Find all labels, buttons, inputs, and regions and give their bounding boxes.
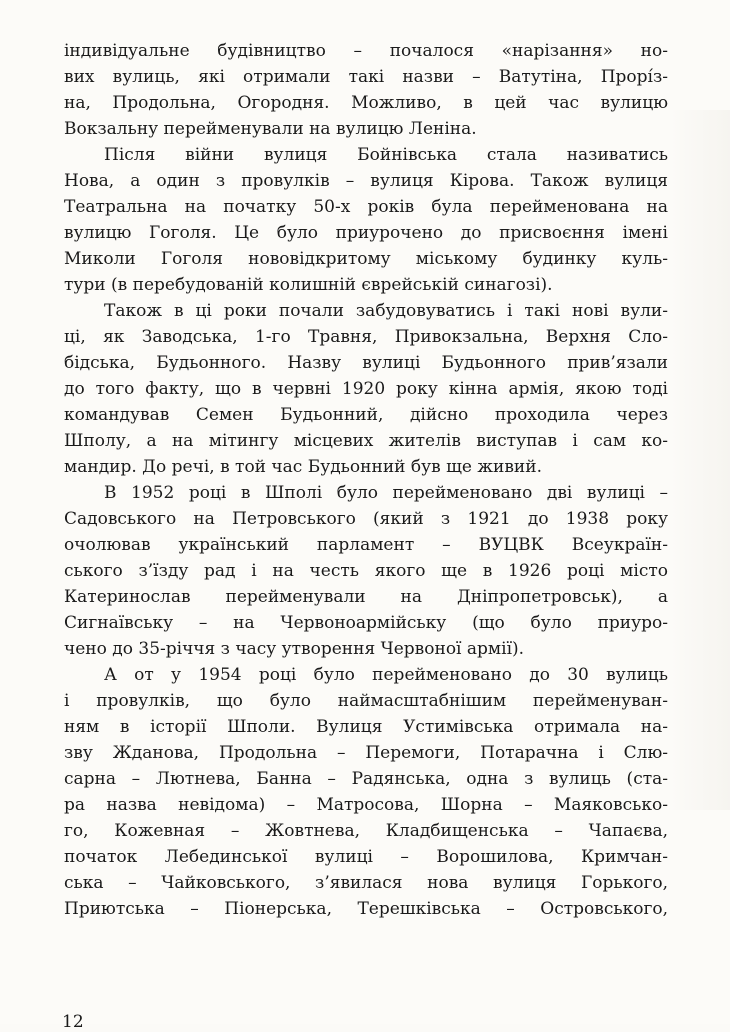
page-shadow (670, 110, 730, 810)
text-line: і провулків, що було наймасштабнішим перейменуван- (64, 691, 668, 711)
paragraph (64, 480, 668, 662)
text-line: чено до 35-річчя з часу утворення Червоної армії). (64, 639, 525, 659)
paragraph (64, 38, 668, 142)
text-line: очолював український парламент – ВУЦВК Всеукраїн- (64, 535, 668, 555)
body-text (64, 38, 668, 922)
page-number: 12 (62, 1012, 84, 1032)
paragraph (64, 298, 668, 480)
paragraph (64, 662, 668, 922)
text-line: на, Продольна, Огородня. Можливо, в цей час вулицю (64, 93, 668, 113)
text-line: Нова, а один з провулків – вулиця Кірова. Також вулиця (64, 171, 668, 191)
text-line: ці, як Заводська, 1-го Травня, Привокзальна, Верхня Сло- (64, 327, 668, 347)
text-line: до того факту, що в червні 1920 року кінна армія, якою тоді (64, 379, 668, 399)
text-line: Театральна на початку 50-х років була перейменована на (64, 197, 668, 217)
text-line: Шполу, а на мітингу місцевих жителів виступав і сам ко- (64, 431, 668, 451)
text-line: початок Лебединської вулиці – Ворошилова, Кримчан- (64, 847, 668, 867)
text-line: тури (в перебудованій колишній єврейській синагозі). (64, 275, 553, 295)
text-line: Садовського на Петровського (який з 1921 до 1938 року (64, 509, 668, 529)
text-line: А от у 1954 році було перейменовано до 30 вулиць (104, 665, 668, 685)
text-line: зву Жданова, Продольна – Перемоги, Потарачна і Слю- (64, 743, 668, 763)
text-line: ська – Чайковського, з’явилася нова вулиця Горького, (64, 873, 668, 893)
text-line: командував Семен Будьонний, дійсно проходила через (64, 405, 668, 425)
text-line: Також в ці роки почали забудовуватись і такі нові вули- (104, 301, 668, 321)
text-line: вих вулиць, які отримали такі назви – Ватутіна, Прорíз- (64, 67, 668, 87)
text-line: бідська, Будьонного. Назву вулиці Будьонного прив’язали (64, 353, 668, 373)
text-line: Сигнаївську – на Червоноармійську (що було приуро- (64, 613, 668, 633)
text-line: В 1952 році в Шполі було перейменовано дві вулиці – (104, 483, 668, 503)
text-line: ського з’їзду рад і на честь якого ще в 1926 році місто (64, 561, 668, 581)
text-line: го, Кожевная – Жовтнева, Кладбищенська – Чапаєва, (64, 821, 668, 841)
text-line: індивідуальне будівництво – почалося «нарізання» но- (64, 41, 668, 61)
text-line: Приютська – Піонерська, Терешківська – Островського, (64, 899, 668, 919)
text-line: сарна – Лютнева, Банна – Радянська, одна з вулиць (ста- (64, 769, 668, 789)
text-line: Катеринослав перейменували на Дніпропетровськ), а (64, 587, 668, 607)
text-line: вулицю Гоголя. Це було приурочено до присвоєння імені (64, 223, 668, 243)
text-line: мандир. До речі, в той час Будьонний був ще живий. (64, 457, 542, 477)
text-line: Після війни вулиця Бойнівська стала називатись (104, 145, 668, 165)
text-line: Миколи Гоголя нововідкритому міському будинку куль- (64, 249, 668, 269)
text-line: Вокзальну перейменували на вулицю Леніна. (64, 119, 477, 139)
paragraph (64, 142, 668, 298)
text-line: ням в історії Шполи. Вулиця Устимівська отримала на- (64, 717, 668, 737)
text-line: ра назва невідома) – Матросова, Шорна – Маяковсько- (64, 795, 668, 815)
